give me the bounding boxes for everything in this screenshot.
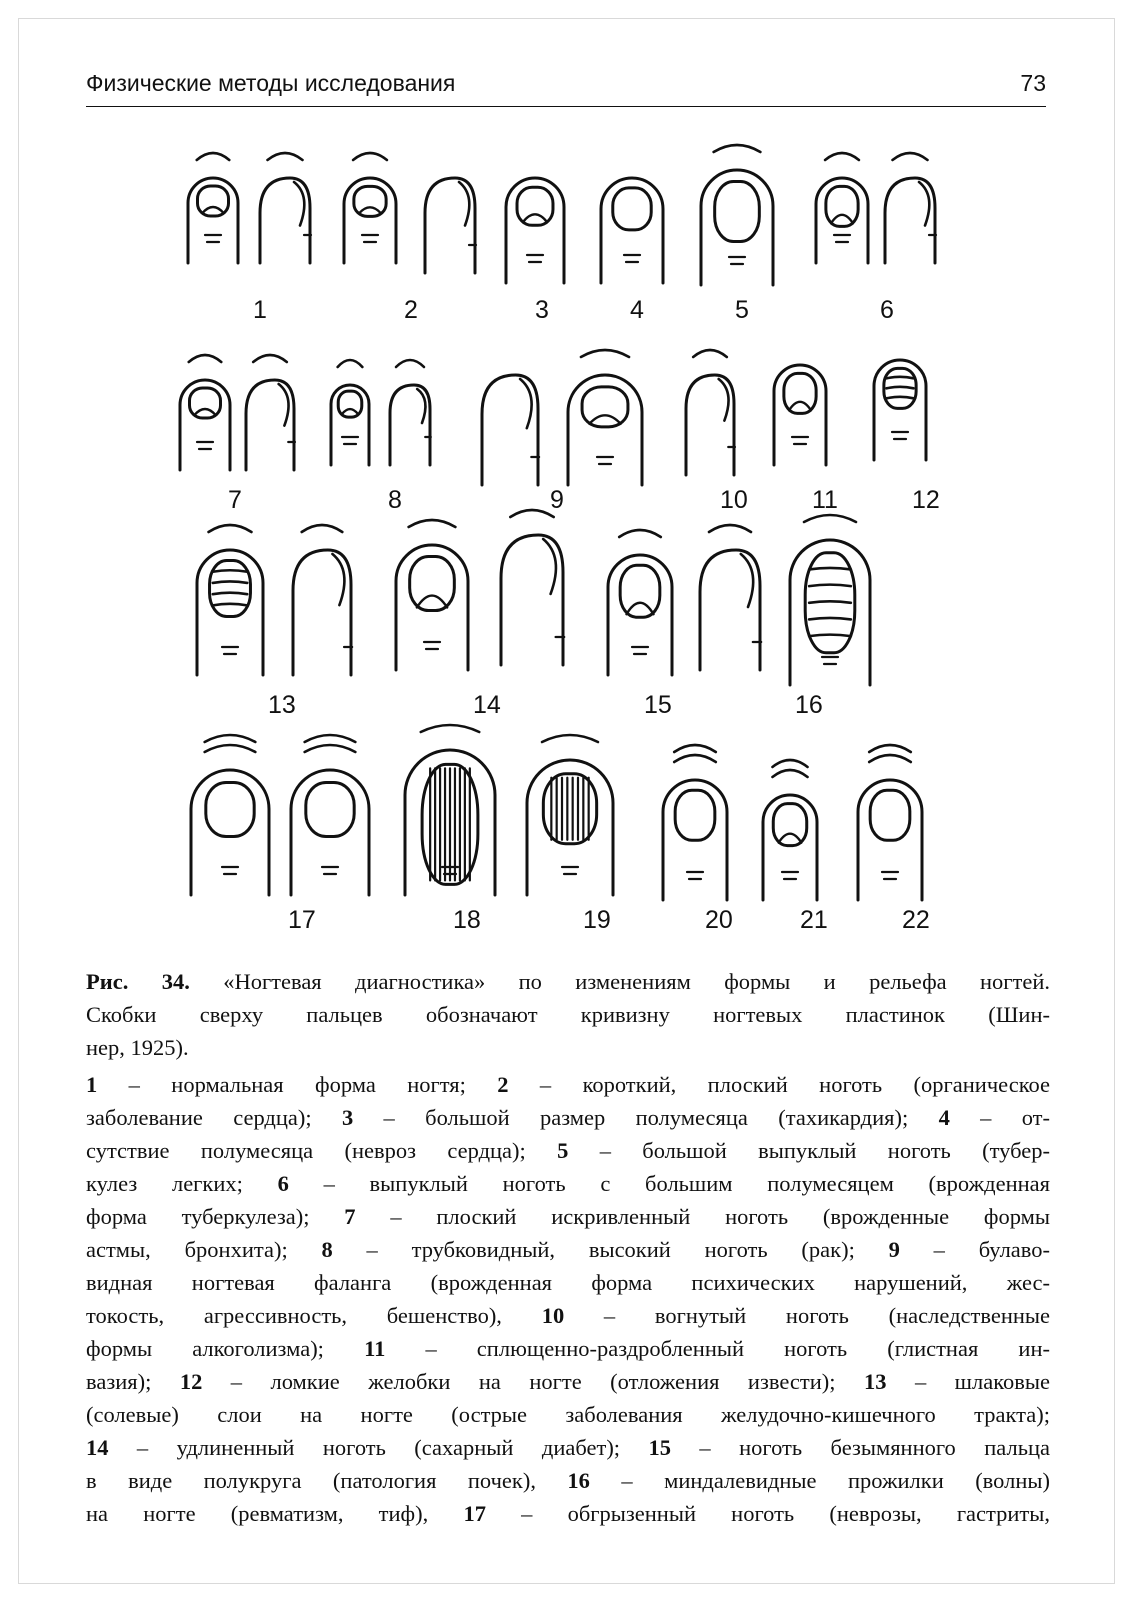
finger-outline: [197, 550, 263, 675]
curvature-bracket: [205, 745, 256, 752]
nail-profile: [543, 539, 556, 594]
nail-outline: [613, 188, 651, 230]
finger-outline: [344, 178, 396, 263]
finger-outline: [568, 375, 642, 485]
legend-line: [86, 1431, 1050, 1464]
curvature-bracket: [353, 153, 387, 160]
legend-text: – выпуклый ноготь с большим полумесяцем (врожденная: [288, 1171, 1050, 1196]
figure-number-label: 9: [550, 486, 564, 514]
legend-line: [86, 1068, 1050, 1101]
figure-number-label: 13: [268, 691, 296, 719]
nail-ridge: [809, 601, 851, 603]
figure-number-label: 17: [288, 906, 316, 934]
figure-legend: [86, 1068, 1050, 1530]
curvature-bracket: [253, 355, 287, 362]
nail-outline: [410, 557, 455, 611]
fingernail-drawings: [150, 140, 970, 950]
caption-prefix: Рис. 34.: [86, 969, 190, 994]
curvature-bracket: [189, 355, 222, 362]
figure-number-label: 1: [253, 296, 267, 324]
curvature-bracket: [709, 525, 751, 532]
caption-title: [86, 965, 1050, 1064]
nail-outline: [784, 373, 816, 413]
finger-outline: [608, 555, 672, 675]
legend-line: [86, 1101, 1050, 1134]
figure-number-label: 7: [228, 486, 242, 514]
figure-number-label: 21: [800, 906, 828, 934]
caption-line: [86, 965, 1050, 998]
nail-outline: [206, 782, 254, 836]
finger-outline: [191, 770, 269, 895]
nail-outline: [306, 782, 354, 836]
lunula-line: [831, 215, 853, 224]
lunula-line: [779, 834, 802, 843]
legend-number: 17: [463, 1501, 486, 1526]
legend-line: [86, 1233, 1050, 1266]
nail-outline: [354, 186, 386, 216]
finger-outline: [701, 170, 773, 285]
legend-number: 9: [888, 1237, 900, 1262]
finger-outline: [774, 365, 826, 465]
legend-line: [86, 1497, 1050, 1530]
legend-text: формы алкоголизма);: [86, 1336, 365, 1361]
curvature-bracket: [205, 735, 256, 742]
legend-number: 10: [541, 1303, 565, 1328]
legend-line: [86, 1266, 1050, 1299]
legend-text: кулез легких;: [86, 1171, 278, 1196]
nail-ridge: [213, 581, 247, 583]
curvature-bracket: [674, 745, 716, 752]
curvature-bracket: [893, 153, 928, 160]
curvature-bracket: [825, 153, 859, 160]
nail-ridge: [809, 618, 851, 620]
nail-ridge: [886, 387, 913, 389]
finger-outline: [506, 178, 564, 283]
page-number: 73: [1020, 70, 1046, 96]
finger-outline: [331, 385, 369, 465]
legend-text: – булаво-: [899, 1237, 1050, 1262]
curvature-bracket: [209, 525, 252, 532]
nail-outline: [582, 387, 628, 427]
legend-number: 12: [179, 1369, 203, 1394]
figure-number-label: 3: [535, 296, 549, 324]
curvature-bracket: [619, 530, 661, 537]
figure-number-label: 8: [388, 486, 402, 514]
nail-ridge: [213, 604, 247, 606]
figure-number-label: 6: [880, 296, 894, 324]
finger-outline: [763, 795, 817, 900]
legend-line: [86, 1365, 1050, 1398]
figure-caption: [86, 965, 1050, 1530]
legend-number: 13: [863, 1369, 887, 1394]
lunula-line: [202, 207, 223, 213]
curvature-bracket: [869, 755, 911, 762]
nail-profile: [417, 389, 425, 423]
fingernail-figure: [150, 140, 970, 950]
figure-number-label: 20: [705, 906, 733, 934]
nail-profile: [294, 182, 304, 226]
curvature-bracket: [693, 350, 727, 357]
curvature-bracket: [421, 725, 480, 732]
nail-profile: [332, 554, 344, 605]
nail-ridge: [213, 593, 247, 595]
finger-outline: [874, 360, 926, 460]
nail-outline: [773, 804, 806, 846]
caption-text: «Ногтевая диагностика» по изменениям формы и рельефа ногтей.: [189, 969, 1051, 994]
legend-number: 4: [938, 1105, 950, 1130]
lunula-line: [589, 415, 620, 424]
legend-line: [86, 1200, 1050, 1233]
figure-number-label: 12: [912, 486, 940, 514]
curvature-bracket: [772, 760, 807, 767]
nail-profile: [279, 384, 289, 426]
legend-text: – вогнутый ноготь (наследственные: [564, 1303, 1051, 1328]
figure-number-label: 10: [720, 486, 748, 514]
legend-text: сутствие полумесяца (невроз сердца);: [86, 1138, 558, 1163]
legend-text: (солевые) слои на ногте (острые заболевания желудочно-кишечного тракта);: [86, 1402, 1050, 1427]
figure-number-label: 19: [583, 906, 611, 934]
finger-outline: [816, 178, 868, 263]
nail-outline: [190, 388, 221, 418]
legend-text: – короткий, плоский ноготь (органическое: [508, 1072, 1050, 1097]
legend-line: [86, 1332, 1050, 1365]
lunula-line: [523, 214, 547, 222]
nail-outline: [198, 186, 229, 216]
curvature-bracket: [409, 520, 456, 527]
curvature-bracket: [510, 510, 553, 517]
legend-line: [86, 1134, 1050, 1167]
legend-text: на ногте (ревматизм, тиф),: [86, 1501, 464, 1526]
curvature-bracket: [804, 515, 856, 522]
curvature-bracket: [305, 745, 356, 752]
legend-text: вазия);: [86, 1369, 180, 1394]
lunula-line: [789, 402, 811, 411]
curvature-bracket: [674, 755, 716, 762]
legend-number: 6: [277, 1171, 289, 1196]
nail-outline: [620, 565, 660, 617]
nail-profile: [741, 554, 753, 607]
curvature-bracket: [268, 153, 303, 160]
legend-text: заболевание сердца);: [86, 1105, 342, 1130]
curvature-bracket: [714, 145, 761, 152]
caption-line: нер, 1925).: [86, 1035, 189, 1060]
nail-ridge: [809, 635, 851, 637]
figure-number-label: 15: [644, 691, 672, 719]
curvature-bracket: [396, 360, 424, 367]
legend-text: – ломкие желобки на ногте (отложения извести);: [202, 1369, 864, 1394]
curvature-bracket: [542, 735, 598, 742]
legend-number: 16: [567, 1468, 590, 1493]
legend-number: 3: [341, 1105, 354, 1130]
running-head: [86, 66, 1046, 107]
figure-number-label: 5: [735, 296, 749, 324]
legend-text: видная ногтевая фаланга (врожденная форма психических нарушений, жес-: [86, 1270, 1050, 1295]
nail-ridge: [809, 585, 851, 587]
curvature-bracket: [772, 770, 807, 777]
figure-number-label: 2: [404, 296, 418, 324]
caption-line: Скобки сверху пальцев обозначают кривизну ногтевых пластинок (Шин-: [86, 1002, 1050, 1027]
nail-ridge: [886, 377, 913, 379]
curvature-bracket: [197, 153, 230, 160]
legend-text: – плоский искривленный ноготь (врожденные формы: [355, 1204, 1051, 1229]
legend-text: – миндалевидные прожилки (волны): [589, 1468, 1050, 1493]
nail-profile: [520, 379, 532, 428]
curvature-bracket: [338, 360, 363, 367]
finger-outline: [188, 178, 238, 263]
nail-ridge: [886, 397, 913, 399]
legend-number: 11: [364, 1336, 386, 1361]
legend-text: в виде полукруга (патология почек),: [86, 1468, 568, 1493]
legend-text: – ноготь безымянного пальца: [671, 1435, 1050, 1460]
legend-text: – от-: [949, 1105, 1051, 1130]
legend-line: [86, 1299, 1050, 1332]
legend-text: – обгрызенный ноготь (неврозы, гастриты,: [485, 1501, 1050, 1526]
lunula-line: [417, 596, 447, 608]
lunula-line: [627, 603, 654, 615]
legend-text: астмы, бронхита);: [86, 1237, 322, 1262]
nail-outline: [675, 790, 715, 840]
legend-line: [86, 1464, 1050, 1497]
nail-outline: [715, 182, 760, 242]
nail-profile: [919, 182, 929, 226]
nail-ridge: [213, 570, 247, 572]
curvature-bracket: [869, 745, 911, 752]
figure-number-label: 4: [630, 296, 644, 324]
finger-outline: [396, 545, 468, 670]
legend-text: – большой размер полумесяца (тахикардия);: [353, 1105, 939, 1130]
nail-outline: [870, 790, 910, 840]
curvature-bracket: [302, 525, 343, 532]
legend-line: [86, 1398, 1050, 1431]
legend-number: 8: [321, 1237, 333, 1262]
nail-profile: [719, 379, 729, 421]
legend-number: 5: [557, 1138, 569, 1163]
legend-text: – трубковидный, высокий ноготь (рак);: [332, 1237, 889, 1262]
nail-profile: [459, 182, 469, 226]
finger-outline: [180, 380, 230, 470]
nail-outline: [826, 186, 858, 226]
legend-text: – шлаковые: [886, 1369, 1050, 1394]
figure-number-label: 18: [453, 906, 481, 934]
legend-line: [86, 1167, 1050, 1200]
lunula-line: [194, 409, 215, 415]
nail-ridge: [809, 568, 851, 570]
legend-number: 7: [344, 1204, 356, 1229]
figure-number-label: 14: [473, 691, 501, 719]
legend-text: – нормальная форма ногтя;: [97, 1072, 498, 1097]
legend-number: 14: [86, 1435, 109, 1460]
curvature-bracket: [305, 735, 356, 742]
legend-text: – удлиненный ноготь (сахарный диабет);: [108, 1435, 649, 1460]
figure-number-label: 11: [812, 486, 838, 514]
legend-text: – сплющенно-раздробленный ноготь (глистная ин-: [385, 1336, 1050, 1361]
legend-text: форма туберкулеза);: [86, 1204, 345, 1229]
nail-outline: [517, 187, 553, 225]
lunula-line: [359, 207, 381, 213]
lunula-line: [342, 409, 358, 414]
legend-text: – большой выпуклый ноготь (тубер-: [568, 1138, 1050, 1163]
legend-number: 15: [648, 1435, 671, 1460]
figure-number-label: 16: [795, 691, 823, 719]
figure-number-label: 22: [902, 906, 930, 934]
legend-number: 2: [497, 1072, 509, 1097]
legend-number: 1: [86, 1072, 98, 1097]
legend-text: токость, агрессивность, бешенство),: [86, 1303, 542, 1328]
finger-outline: [291, 770, 369, 895]
running-title: Физические методы исследования: [86, 70, 456, 96]
curvature-bracket: [581, 350, 629, 357]
